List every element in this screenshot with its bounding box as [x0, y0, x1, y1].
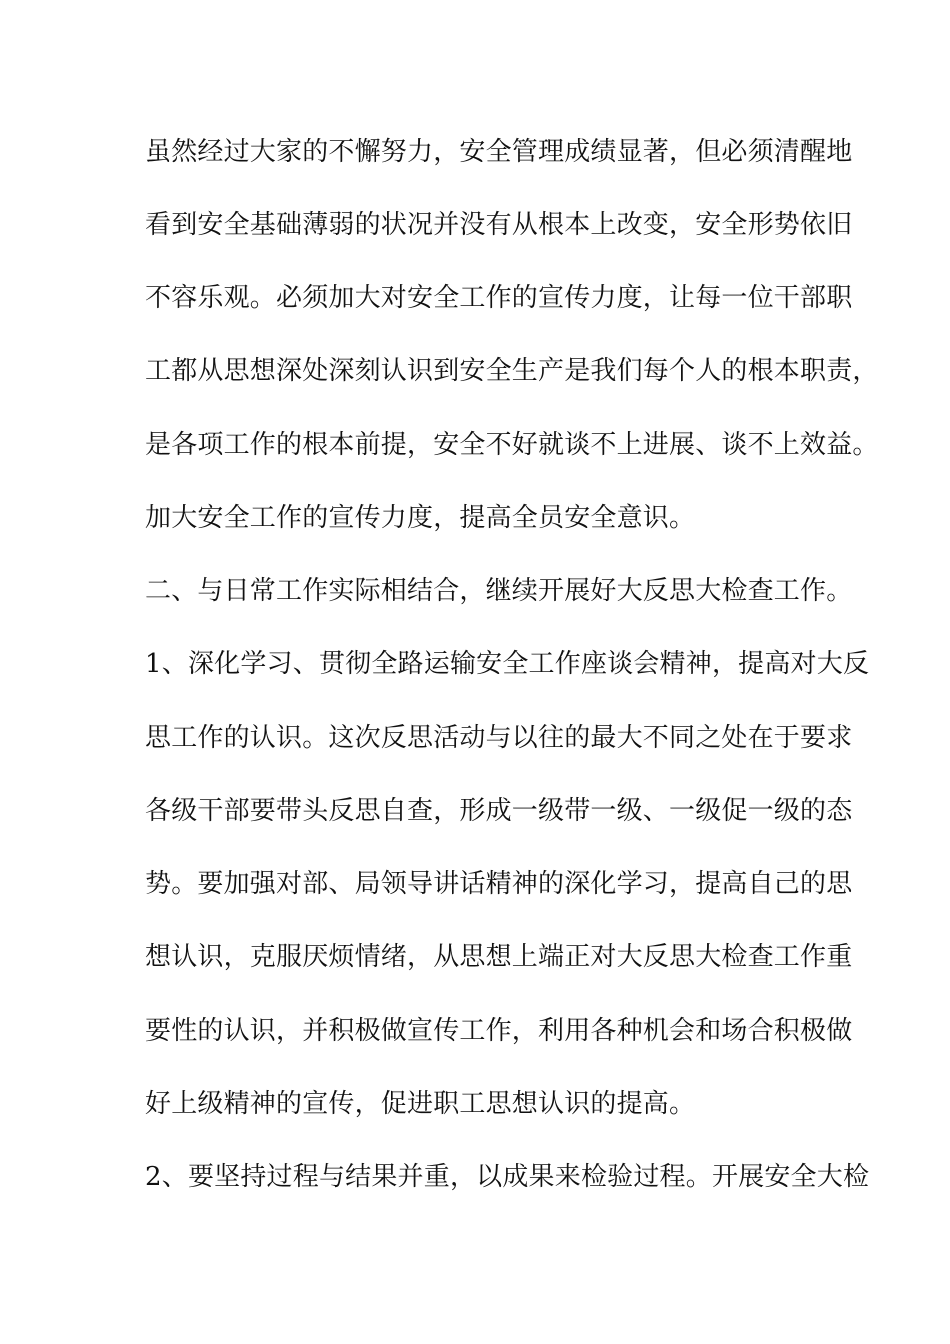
text-line: 工都从思想深处深刻认识到安全生产是我们每个人的根本职责， [145, 356, 879, 386]
text-line: 思工作的认识。这次反思活动与以往的最大不同之处在于要求 [145, 723, 853, 753]
list-item-1-start: 1、深化学习、贯彻全路运输安全工作座谈会精神，提高对大反 [145, 649, 870, 679]
text-line: 要性的认识，并积极做宣传工作，利用各种机会和场合积极做 [145, 1016, 853, 1046]
text-line: 各级干部要带头反思自查，形成一级带一级、一级促一级的态 [145, 796, 853, 826]
list-item-2-start: 2、要坚持过程与结果并重，以成果来检验过程。开展安全大检 [145, 1162, 870, 1192]
text-line: 看到安全基础薄弱的状况并没有从根本上改变，安全形势依旧 [145, 210, 853, 240]
text-line: 势。要加强对部、局领导讲话精神的深化学习，提高自己的思 [145, 869, 853, 899]
text-line: 是各项工作的根本前提，安全不好就谈不上进展、谈不上效益。 [145, 430, 879, 460]
text-line: 不容乐观。必须加大对安全工作的宣传力度，让每一位干部职 [145, 283, 853, 313]
section-heading: 二、与日常工作实际相结合，继续开展好大反思大检查工作。 [145, 576, 853, 606]
text-line: 想认识，克服厌烦情绪，从思想上端正对大反思大检查工作重 [145, 942, 853, 972]
text-line: 好上级精神的宣传，促进职工思想认识的提高。 [145, 1089, 696, 1119]
text-line: 虽然经过大家的不懈努力，安全管理成绩显著，但必须清醒地 [145, 137, 853, 167]
text-line: 加大安全工作的宣传力度，提高全员安全意识。 [145, 503, 696, 533]
